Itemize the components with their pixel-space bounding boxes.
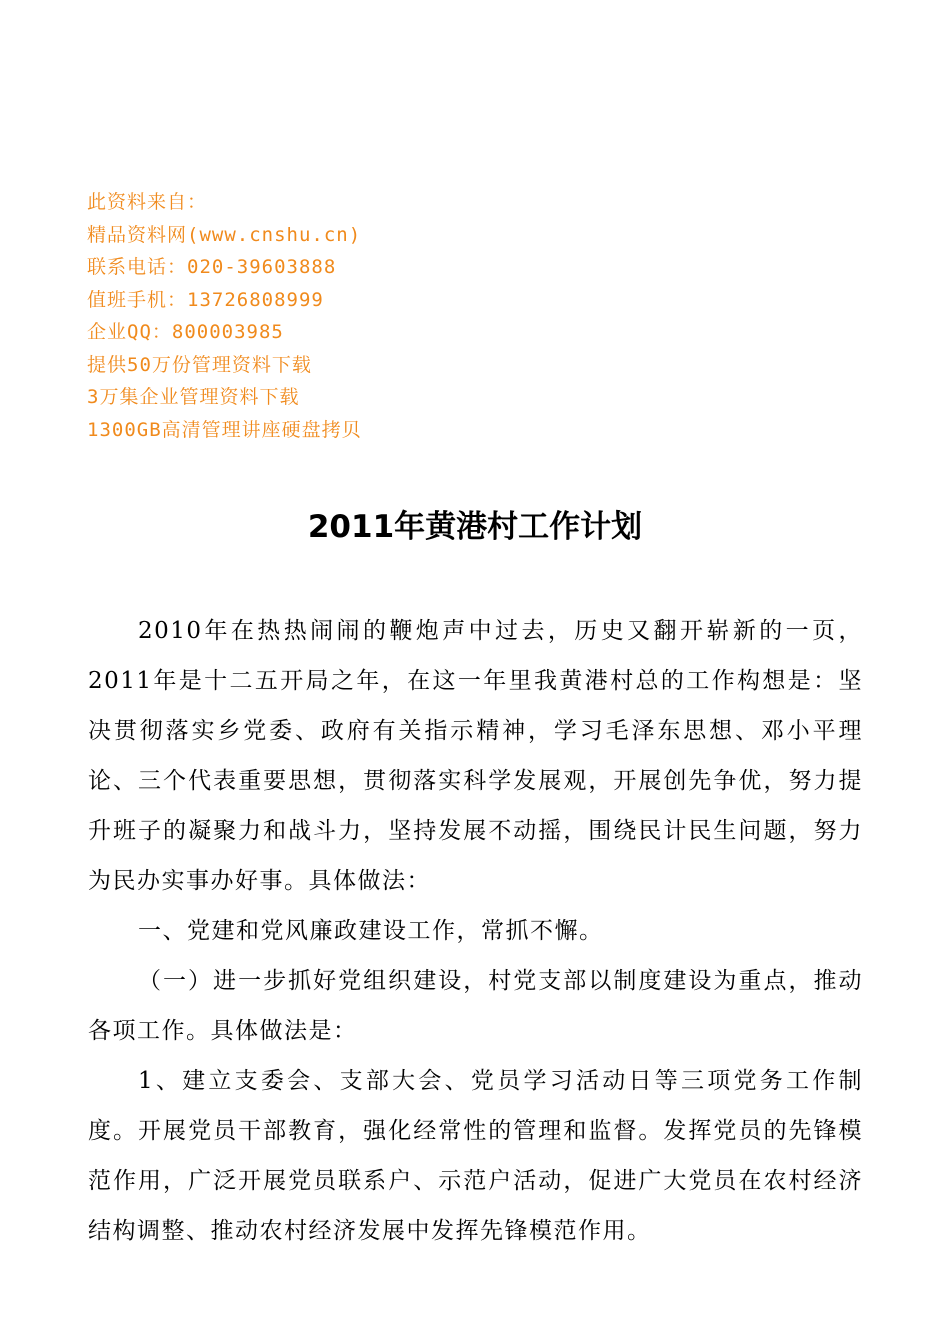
document-body bbox=[88, 606, 863, 1256]
source-line-offer-1: 提供50万份管理资料下载 bbox=[87, 353, 312, 376]
source-info-block bbox=[87, 186, 687, 446]
paragraph-item-1: 1、建立支委会、支部大会、党员学习活动日等三项党务工作制度。开展党员干部教育，强化经常性的管理和监督。发挥党员的先锋模范作用，广泛开展党员联系户、示范户活动，促进广大党员在农村经济结构调整、推动农村经济发展中发挥先锋模范作用。 bbox=[88, 1068, 863, 1244]
paragraph-subsection: （一）进一步抓好党组织建设，村党支部以制度建设为重点，推动各项工作。具体做法是： bbox=[88, 968, 863, 1044]
document-title: 2011年黄港村工作计划 bbox=[307, 509, 643, 545]
source-line-qq: 企业QQ：800003985 bbox=[87, 321, 284, 343]
source-line-offer-2: 3万集企业管理资料下载 bbox=[87, 386, 300, 408]
paragraph-section-heading: 一、党建和党风廉政建设工作，常抓不懈。 bbox=[138, 918, 604, 944]
source-line-website: 精品资料网(www.cnshu.cn) bbox=[87, 223, 362, 246]
source-line-offer-3: 1300GB高清管理讲座硬盘拷贝 bbox=[87, 418, 362, 441]
source-line-phone: 联系电话：020-39603888 bbox=[87, 256, 337, 278]
source-line-mobile: 值班手机：13726808999 bbox=[87, 288, 324, 311]
paragraph-intro: 2010年在热热闹闹的鞭炮声中过去，历史又翻开崭新的一页，2011年是十二五开局之年，在这一年里我黄港村总的工作构想是：坚决贯彻落实乡党委、政府有关指示精神，学习毛泽东思想、邓小平理论、三个代表重要思想，贯彻落实科学发展观，开展创先争优，努力提升班子的凝聚力和战斗力，坚持发展不动摇，围绕民计民生问题，努力为民办实事办好事。具体做法： bbox=[88, 618, 863, 894]
source-line-from: 此资料来自： bbox=[87, 191, 208, 213]
